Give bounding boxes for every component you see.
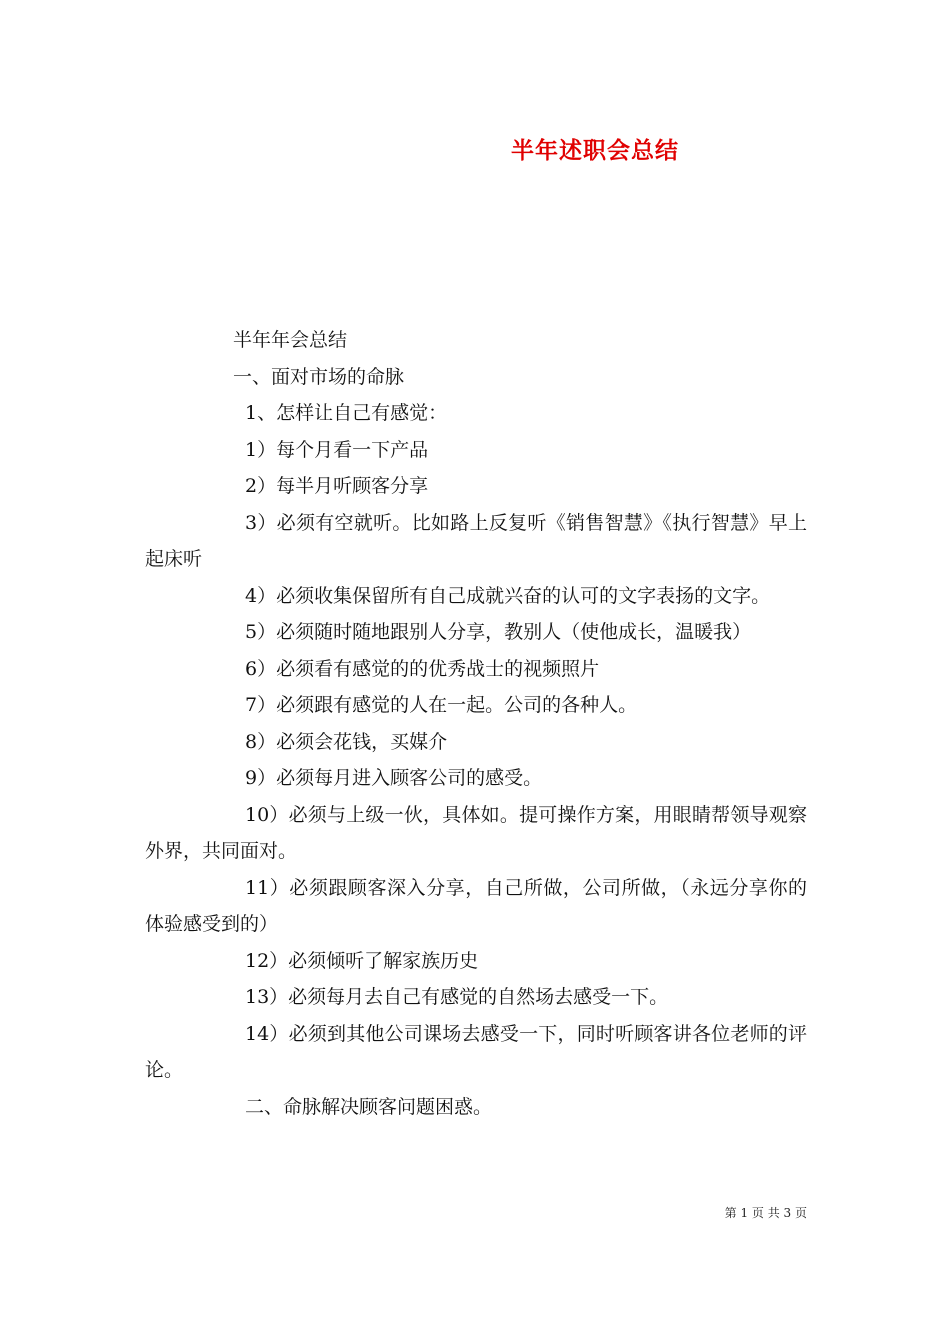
- list-item: 7）必须跟有感觉的人在一起。公司的各种人。: [245, 694, 638, 716]
- section-heading-2: 二、命脉解决顾客问题困惑。: [245, 1095, 493, 1118]
- list-item: 8）必须会花钱，买媒介: [245, 730, 448, 753]
- page-footer: 第 1 页 共 3 页: [724, 1206, 807, 1220]
- list-item: 2）每半月听顾客分享: [245, 475, 429, 497]
- list-item: 3）必须有空就听。比如路上反复听《销售智慧》《执行智慧》早上起床听: [145, 511, 807, 570]
- sub-heading: 1、怎样让自己有感觉：: [245, 402, 448, 424]
- document-body: [145, 322, 807, 1125]
- section-heading-1: 一、面对市场的命脉: [233, 365, 405, 388]
- document-title: 半年述职会总结: [511, 137, 679, 164]
- list-item: 10）必须与上级一伙，具体如。提可操作方案，用眼睛帮领导观察外界，共同面对。: [145, 803, 807, 862]
- list-item: 14）必须到其他公司课场去感受一下，同时听顾客讲各位老师的评论。: [145, 1022, 807, 1081]
- list-item: 13）必须每月去自己有感觉的自然场去感受一下。: [245, 986, 669, 1008]
- list-item: 11）必须跟顾客深入分享，自己所做，公司所做，（永远分享你的体验感受到的）: [145, 876, 807, 935]
- list-item: 9）必须每月进入顾客公司的感受。: [245, 767, 543, 789]
- list-item: 4）必须收集保留所有自己成就兴奋的认可的文字表扬的文字。: [245, 584, 771, 607]
- list-item: 5）必须随时随地跟别人分享，教别人（使他成长，温暖我）: [245, 621, 752, 643]
- list-item: 1）每个月看一下产品: [245, 438, 429, 461]
- list-item: 12）必须倾听了解家族历史: [245, 949, 479, 972]
- list-item: 6）必须看有感觉的的优秀战士的视频照片: [245, 657, 600, 680]
- doc-heading: 半年年会总结: [233, 329, 348, 351]
